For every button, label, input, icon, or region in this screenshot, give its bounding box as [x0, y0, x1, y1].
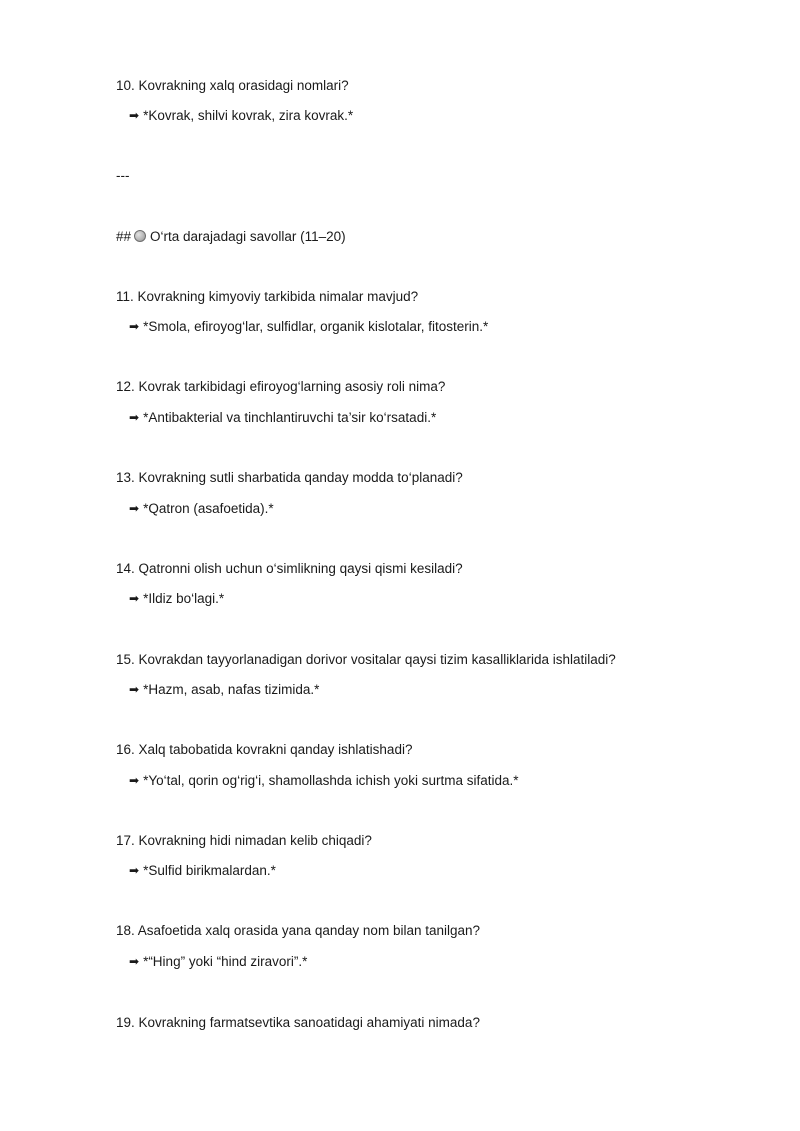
right-arrow-icon: ➡	[129, 591, 140, 606]
heading-prefix: ##	[116, 229, 132, 244]
question-17: 17. Kovrakning hidi nimadan kelib chiqadi?	[116, 833, 372, 848]
grey-circle-icon	[134, 230, 146, 242]
right-arrow-icon: ➡	[129, 682, 140, 697]
question-10: 10. Kovrakning xalq orasidagi nomlari?	[116, 78, 349, 93]
answer-10	[129, 107, 353, 125]
answer-12	[129, 409, 436, 427]
question-13: 13. Kovrakning sutli sharbatida qanday modda to‘planadi?	[116, 470, 463, 485]
separator: ---	[116, 168, 130, 183]
right-arrow-icon: ➡	[129, 863, 140, 878]
right-arrow-icon: ➡	[129, 108, 140, 123]
answer-11	[129, 318, 488, 336]
section-heading	[116, 228, 346, 246]
right-arrow-icon: ➡	[129, 773, 140, 788]
answer-16	[129, 772, 519, 790]
answer-11-text: *Smola, efiroyog‘lar, sulfidlar, organik kislotalar, fitosterin.*	[143, 319, 489, 334]
answer-15	[129, 681, 319, 699]
answer-15-text: *Hazm, asab, nafas tizimida.*	[143, 682, 320, 697]
right-arrow-icon: ➡	[129, 410, 140, 425]
section-title: O‘rta darajadagi savollar (11–20)	[150, 229, 346, 244]
answer-13	[129, 500, 274, 518]
answer-17-text: *Sulfid birikmalardan.*	[143, 863, 276, 878]
answer-18	[129, 953, 307, 971]
answer-14-text: *Ildiz bo‘lagi.*	[143, 591, 225, 606]
question-15: 15. Kovrakdan tayyorlanadigan dorivor vositalar qaysi tizim kasalliklarida ishlatiladi?	[116, 652, 616, 667]
answer-16-text: *Yo‘tal, qorin og‘rig‘i, shamollashda ichish yoki surtma sifatida.*	[143, 773, 519, 788]
right-arrow-icon: ➡	[129, 501, 140, 516]
answer-12-text: *Antibakterial va tinchlantiruvchi ta’sir ko‘rsatadi.*	[143, 410, 437, 425]
question-16: 16. Xalq tabobatida kovrakni qanday ishlatishadi?	[116, 742, 413, 757]
question-19: 19. Kovrakning farmatsevtika sanoatidagi ahamiyati nimada?	[116, 1015, 480, 1030]
answer-14	[129, 590, 224, 608]
question-14: 14. Qatronni olish uchun o‘simlikning qaysi qismi kesiladi?	[116, 561, 463, 576]
question-11: 11. Kovrakning kimyoviy tarkibida nimalar mavjud?	[116, 289, 419, 304]
answer-17	[129, 862, 276, 880]
right-arrow-icon: ➡	[129, 319, 140, 334]
answer-10-text: *Kovrak, shilvi kovrak, zira kovrak.*	[143, 108, 354, 123]
answer-18-text: *“Hing” yoki “hind ziravori”.*	[143, 954, 308, 969]
answer-13-text: *Qatron (asafoetida).*	[143, 501, 274, 516]
question-12: 12. Kovrak tarkibidagi efiroyog‘larning asosiy roli nima?	[116, 379, 446, 394]
question-18: 18. Asafoetida xalq orasida yana qanday nom bilan tanilgan?	[116, 923, 481, 938]
right-arrow-icon: ➡	[129, 954, 140, 969]
